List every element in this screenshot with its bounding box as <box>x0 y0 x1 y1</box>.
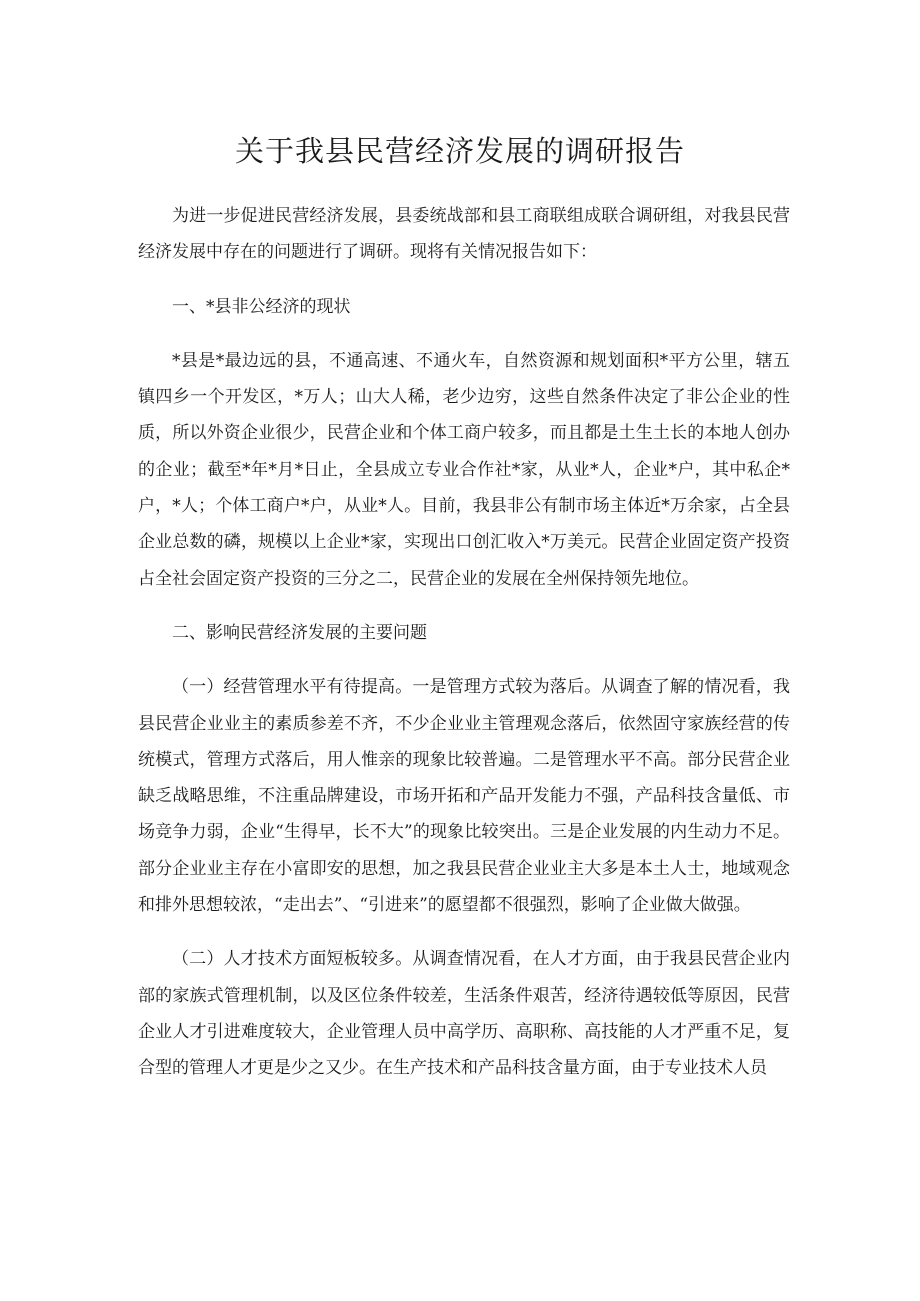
section-1-paragraph: *县是*最边远的县，不通高速、不通火车，自然资源和规划面积*平方公里，辖五镇四乡一个开发区，*万人；山大人稀，老少边穷，这些自然条件决定了非公企业的性质，所以外资企业很少，民营企业和个体工商户较多，而且都是土生土长的本地人创办的企业；截至*年*月*日止，全县成立专业合作社*家，从业*人，企业*户，其中私企*户，*人；个体工商户*户，从业*人。目前，我县非公有制市场主体近*万余家，占全县企业总数的磷，规模以上企业*家，实现出口创汇收入*万美元。民营企业固定资产投资占全社会固定资产投资的三分之二，民营企业的发展在全州保持领先地位。 <box>138 350 790 589</box>
document-title: 关于我县民营经济发展的调研报告 <box>234 134 685 168</box>
section-2-heading: 二、影响民营经济发展的主要问题 <box>172 622 427 643</box>
section-1-heading: 一、*县非公经济的现状 <box>172 296 351 317</box>
section-2-subsection-2-paragraph: （二）人才技术方面短板较多。从调查情况看，在人才方面，由于我县民营企业内部的家族式管理机制，以及区位条件较差，生活条件艰苦，经济待遇较低等原因，民营企业人才引进难度较大，企业管理人员中高学历、高职称、高技能的人才严重不足，复合型的管理人才更是少之又少。在生产技术和产品科技含量方面，由于专业技术人员 <box>138 949 790 1079</box>
section-2-subsection-1-paragraph: （一）经营管理水平有待提高。一是管理方式较为落后。从调查了解的情况看，我县民营企业业主的素质参差不齐，不少企业业主管理观念落后，依然固守家族经营的传统模式，管理方式落后，用人惟亲的现象比较普遍。二是管理水平不高。部分民营企业缺乏战略思维，不注重品牌建设，市场开拓和产品开发能力不强，产品科技含量低、市场竞争力弱，企业“生得早，长不大”的现象比较突出。三是企业发展的内生动力不足。部分企业业主存在小富即安的思想，加之我县民营企业业主大多是本土人士，地域观念和排外思想较浓，“走出去”、“引进来”的愿望都不很强烈，影响了企业做大做强。 <box>138 677 790 916</box>
document-body <box>138 198 790 1087</box>
intro-paragraph: 为进一步促进民营经济发展，县委统战部和县工商联组成联合调研组，对我县民营经济发展中存在的问题进行了调研。现将有关情况报告如下： <box>138 206 790 263</box>
